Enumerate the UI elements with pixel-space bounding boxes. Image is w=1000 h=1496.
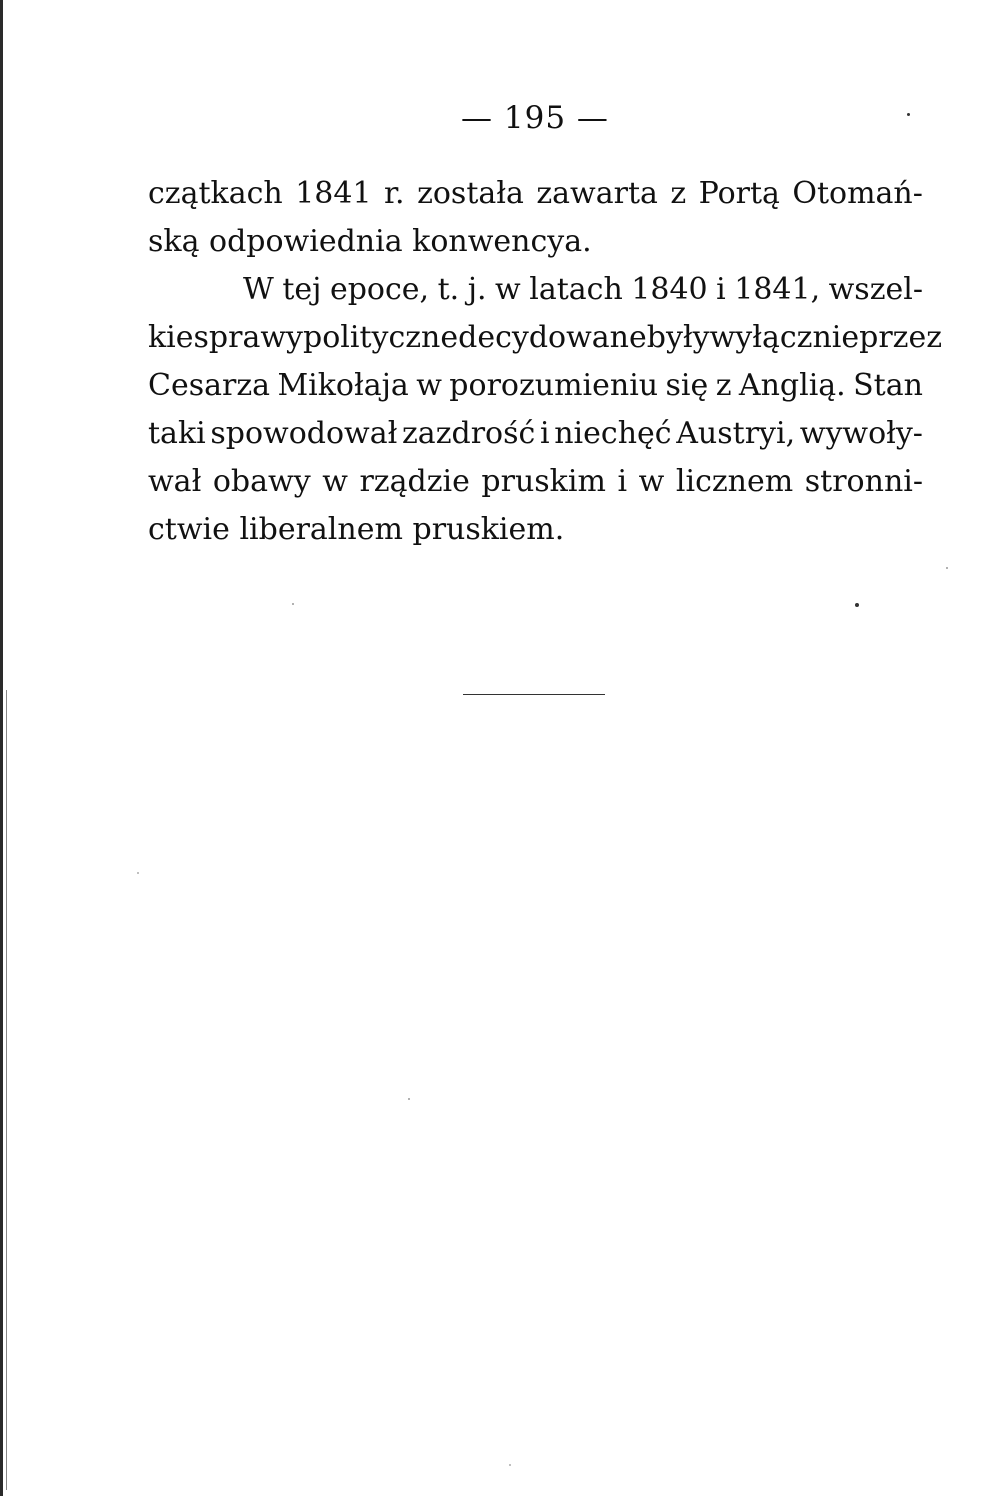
word: z [670, 176, 687, 211]
word: Anglią. [738, 368, 846, 403]
word: obawy [212, 464, 311, 499]
word: w [322, 464, 348, 499]
word: sprawy [193, 320, 303, 355]
text-line [148, 458, 923, 506]
word: wszel- [828, 272, 923, 307]
word: liberalnem [239, 512, 403, 547]
word: Stan [853, 368, 923, 403]
word: kie [148, 320, 194, 355]
word: Portą [698, 176, 780, 211]
word: pruskiem. [412, 512, 565, 547]
word: została [417, 176, 524, 211]
word: polityczne [302, 320, 459, 355]
page-left-edge-shadow [6, 690, 7, 1490]
body-text [148, 170, 943, 554]
text-line [148, 362, 923, 410]
word: spowodował [210, 416, 398, 451]
word: i [716, 272, 726, 307]
page-left-edge [0, 0, 3, 1496]
word: i [539, 416, 550, 451]
ink-speck [292, 603, 294, 605]
word: zazdrość [402, 416, 536, 451]
word: w [416, 368, 442, 403]
word: stronni- [804, 464, 923, 499]
word: i [617, 464, 628, 499]
word: Mikołaja [277, 368, 409, 403]
page-number: — 195 — [461, 100, 609, 136]
word: z [715, 368, 732, 403]
word: zawarta [536, 176, 658, 211]
ink-speck [855, 603, 859, 607]
word: wał [148, 464, 202, 499]
word: ctwie [148, 512, 230, 547]
ink-speck [907, 113, 910, 116]
word: 1841, [734, 272, 821, 307]
word: epoce, [329, 272, 430, 307]
text-line [148, 218, 923, 266]
word: pruskim [481, 464, 606, 499]
word: t. [437, 272, 460, 307]
word: wywoły- [799, 416, 923, 451]
word: tej [282, 272, 322, 307]
word: przez [859, 320, 943, 355]
text-line [148, 410, 923, 458]
word: niechęć [554, 416, 672, 451]
word: Austryi, [676, 416, 796, 451]
word: w [638, 464, 665, 499]
ink-speck [946, 567, 948, 569]
word: wyłącznie [709, 320, 860, 355]
word: Cesarza [148, 368, 271, 403]
word: 1840 [631, 272, 708, 307]
ink-speck [137, 872, 139, 874]
word: licznem [675, 464, 794, 499]
text-line [148, 506, 923, 554]
word: konwencya. [412, 224, 592, 259]
word: porozumieniu [449, 368, 659, 403]
word: rządzie [359, 464, 470, 499]
word: odpowiednia [209, 224, 403, 259]
word: się [665, 368, 709, 403]
word: 1841 [295, 176, 372, 211]
word: W [243, 272, 274, 307]
ink-speck [509, 1464, 511, 1466]
word: latach [529, 272, 623, 307]
word: w [495, 272, 521, 307]
paragraph-first-line [148, 266, 923, 314]
text-line [148, 170, 923, 218]
word: r. [384, 176, 405, 211]
word: taki [148, 416, 206, 451]
word: czątkach [148, 176, 283, 211]
word: j. [467, 272, 487, 307]
word: decydowane [458, 320, 647, 355]
word: Otomań- [792, 176, 923, 211]
text-line [148, 314, 943, 362]
word: były [646, 320, 710, 355]
section-end-rule [463, 694, 605, 695]
word: ską [148, 224, 200, 259]
ink-speck [408, 1098, 410, 1100]
